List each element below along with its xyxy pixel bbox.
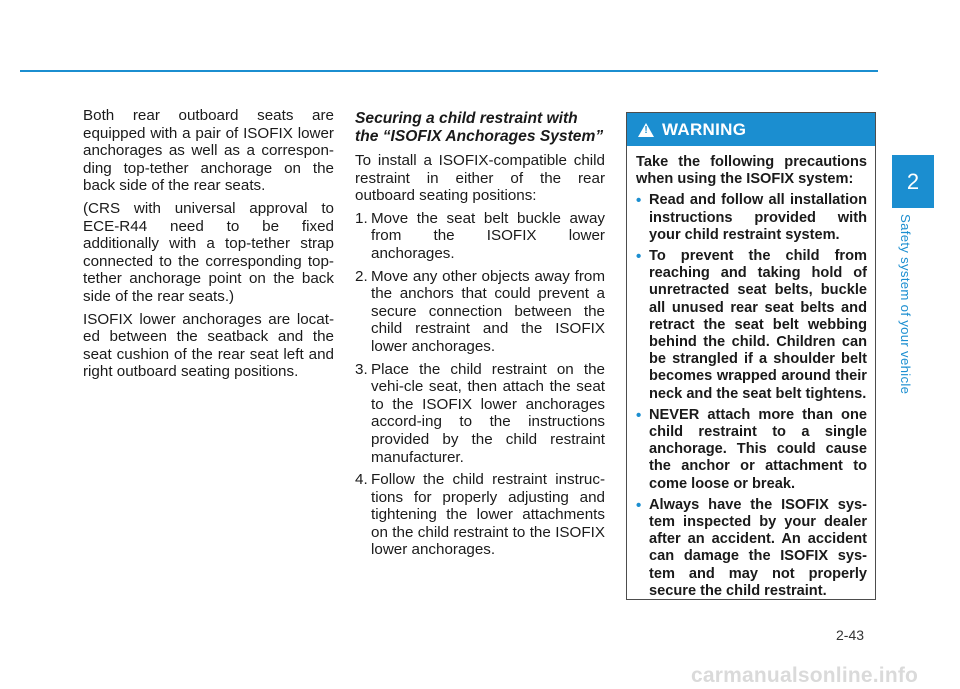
step-text: Place the child restraint on the vehi-cle seat, then attach the seat to the ISOFIX lower anchorages accord-ing to the instructions provided by the child restraint manufacturer. xyxy=(371,360,605,466)
page-number: 2-43 xyxy=(836,627,865,643)
bullet-icon: • xyxy=(636,192,642,210)
warning-bullet-text: Read and follow all installation instructions provided with your child restraint system. xyxy=(649,192,867,243)
bullet-icon: • xyxy=(636,248,642,266)
warning-triangle-icon: ! xyxy=(638,123,654,137)
warning-intro: Take the following precautions when using the ISOFIX system: xyxy=(636,154,867,188)
list-item xyxy=(355,210,605,263)
warning-bullet-text: NEVER attach more than one child restraint to a single anchorage. This could cause the anchor or attachment to come loose or break. xyxy=(649,406,867,492)
list-item xyxy=(636,407,867,493)
left-column xyxy=(83,107,334,386)
warning-box xyxy=(626,112,876,600)
list-item xyxy=(355,268,605,356)
steps-list xyxy=(355,210,605,559)
warning-title: WARNING xyxy=(662,119,747,139)
header-rule xyxy=(20,70,878,72)
list-item xyxy=(355,361,605,467)
list-item xyxy=(355,471,605,559)
paragraph: (CRS with universal approval to ECE-R44 need to be fixed additionally with a top-tether strap connected to the corresponding top-tether anchorage point on the back side of the rear seats.) xyxy=(83,199,334,305)
chapter-caption xyxy=(898,214,923,404)
watermark: carmanualsonline.info xyxy=(691,664,919,687)
step-text: Follow the child restraint instruc-tions for properly adjusting and tightening the lower attachments on the child restraint to the ISOFIX lower anchorages. xyxy=(371,471,605,559)
warning-bullet-text: Always have the ISOFIX sys-tem inspected by your dealer after an accident. An accident can damage the ISOFIX sys-tem and may not properly secure the child restraint. xyxy=(649,496,867,599)
warning-bullet-text: To prevent the child from reaching and taking hold of unretracted seat belts, buckle all unused rear seat belts and retract the seat belt webbing behind the child. Children can be strangled if a shoulder belt becomes wrapped around their neck and the seat belt tightens. xyxy=(649,248,867,402)
warning-list xyxy=(636,192,867,600)
chapter-caption-text: Safety system of your vehicle xyxy=(898,214,913,395)
warning-body xyxy=(627,146,875,600)
step-number: 4. xyxy=(355,471,368,489)
paragraph: ISOFIX lower anchorages are locat-ed between the seatback and the seat cushion of the rear seat left and right outboard seating positions. xyxy=(83,310,334,381)
step-text: Move the seat belt buckle away from the ISOFIX lower anchorages. xyxy=(371,209,605,262)
paragraph: Both rear outboard seats are equipped with a pair of ISOFIX lower anchorages as well as a correspon-ding top-tether anchorage on the back side of the rear seats. xyxy=(83,107,334,195)
section-intro: To install a ISOFIX-compatible child restraint in either of the rear outboard seating positions: xyxy=(355,152,605,205)
bullet-icon: • xyxy=(636,496,642,514)
list-item xyxy=(636,192,867,244)
step-text: Move any other objects away from the anchors that could prevent a secure connection between the child restraint and the ISOFIX lower anchorages. xyxy=(371,267,605,355)
step-number: 1. xyxy=(355,209,368,227)
list-item xyxy=(636,248,867,403)
warning-header xyxy=(627,113,875,146)
step-number: 3. xyxy=(355,360,368,378)
step-number: 2. xyxy=(355,267,368,285)
list-item xyxy=(636,497,867,600)
bullet-icon: • xyxy=(636,406,642,424)
middle-column xyxy=(355,110,605,564)
chapter-tab: 2 xyxy=(892,155,934,208)
section-title: Securing a child restraint with the “ISOFIX Anchorages System” xyxy=(355,110,604,145)
